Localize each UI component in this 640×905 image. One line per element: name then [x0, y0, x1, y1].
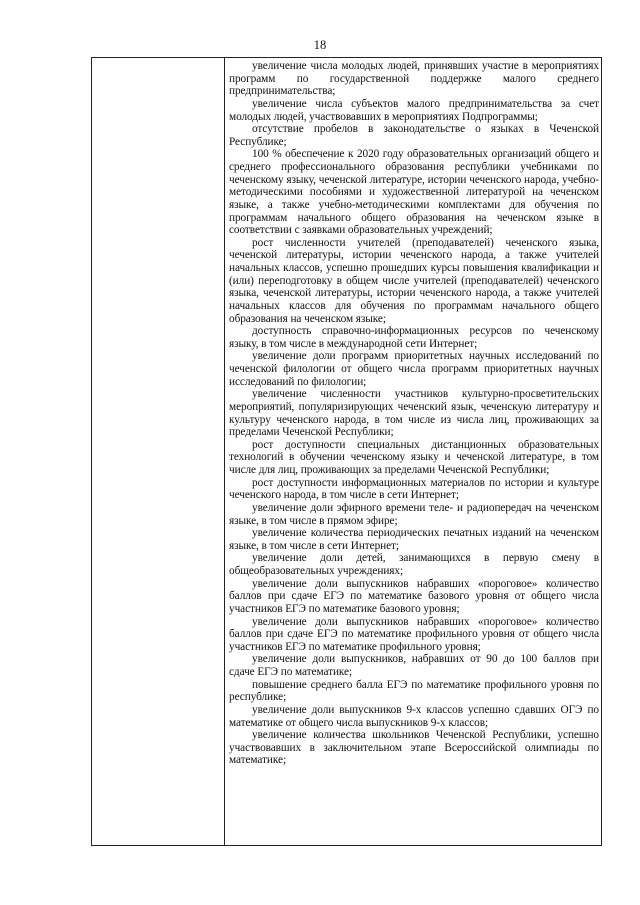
list-item: увеличение числа субъектов малого предпринимательства за счет молодых людей, участвовавших в мероприятиях Подпрограммы; — [229, 97, 599, 123]
list-item: рост доступности специальных дистанционных образовательных технологий в обучении чеченскому языку и чеченской литературе, в том числе для лиц, проживающих за пределами Чеченской Республики; — [229, 438, 599, 476]
table-label-cell — [92, 58, 225, 845]
page-number: 18 — [313, 38, 327, 52]
table-content-cell — [226, 58, 599, 847]
list-item: повышение среднего балла ЕГЭ по математике профильного уровня по республике; — [229, 678, 599, 704]
list-item: доступность справочно-информационных ресурсов по чеченскому языку, в том числе в международной сети Интернет; — [229, 325, 599, 350]
list-item: увеличение доли выпускников 9-х классов успешно сдавших ОГЭ по математике от общего числа выпускников 9-х классов; — [229, 703, 599, 729]
list-item: увеличение доли выпускников набравших «пороговое» количество баллов при сдаче ЕГЭ по математике базового уровня от общего числа участников ЕГЭ по математике базового уровня; — [229, 577, 599, 615]
list-item: рост доступности информационных материалов по истории и культуре чеченского народа, в том числе в сети Интернет; — [229, 476, 599, 502]
list-item: увеличение численности участников культурно-просветительских мероприятий, популяризирующих чеченский язык, чеченскую литературу и культуру чеченского народа, в том числе из числа лиц, проживающих за пределами Чеченской Республики; — [229, 388, 599, 439]
list-item: увеличение количества школьников Чеченской Республики, успешно участвовавших в заключительном этапе Всероссийской олимпиады по математике; — [229, 729, 599, 767]
list-item: увеличение доли эфирного времени теле- и радиопередач на чеченском языке, в том числе в прямом эфире; — [229, 501, 599, 527]
list-item: увеличение доли выпускников, набравших от 90 до 100 баллов при сдаче ЕГЭ по математике; — [229, 653, 599, 678]
list-item: увеличение числа молодых людей, принявших участие в мероприятиях программ по государственной поддержке малого среднего предпринимательства; — [229, 60, 599, 98]
results-table — [91, 57, 602, 846]
list-item: отсутствие пробелов в законодательстве о языках в Чеченской Республике; — [229, 123, 599, 148]
list-item: рост численности учителей (преподавателей) чеченского языка, чеченской литературы, истории чеченского народа, а также учителей начальных классов, успешно прошедших курсы повышения квалификации и (или) переподготовку в общем числе учителей (преподавателей) чеченского языка, чеченской литературы, истории чеченского народа, а также учителей начальных классов для обучения по программам начального общего образования на чеченском языке; — [229, 236, 599, 325]
list-item: увеличение доли выпускников набравших «пороговое» количество баллов при сдаче ЕГЭ по математике профильного уровня от общего числа участников ЕГЭ по математике профильного уровня; — [229, 615, 599, 653]
list-item: увеличение количества периодических печатных изданий на чеченском языке, в том числе в сети Интернет; — [229, 527, 599, 552]
list-item: увеличение доли детей, занимающихся в первую смену в общеобразовательных учреждениях; — [229, 552, 599, 577]
list-item: 100 % обеспечение к 2020 году образовательных организаций общего и среднего профессионального образования республики учебниками по чеченскому языку, чеченской литературе, истории чеченского народа, учебно-методическими пособиями и художественной литературой на чеченском языке, а также учебно-методическими комплектами для обучения по программам начального общего образования на чеченском языке в соответствии с заявками образовательных учреждений; — [229, 148, 599, 237]
list-item: увеличение доли программ приоритетных научных исследований по чеченской филологии от общего числа программ приоритетных научных исследований по филологии; — [229, 350, 599, 388]
